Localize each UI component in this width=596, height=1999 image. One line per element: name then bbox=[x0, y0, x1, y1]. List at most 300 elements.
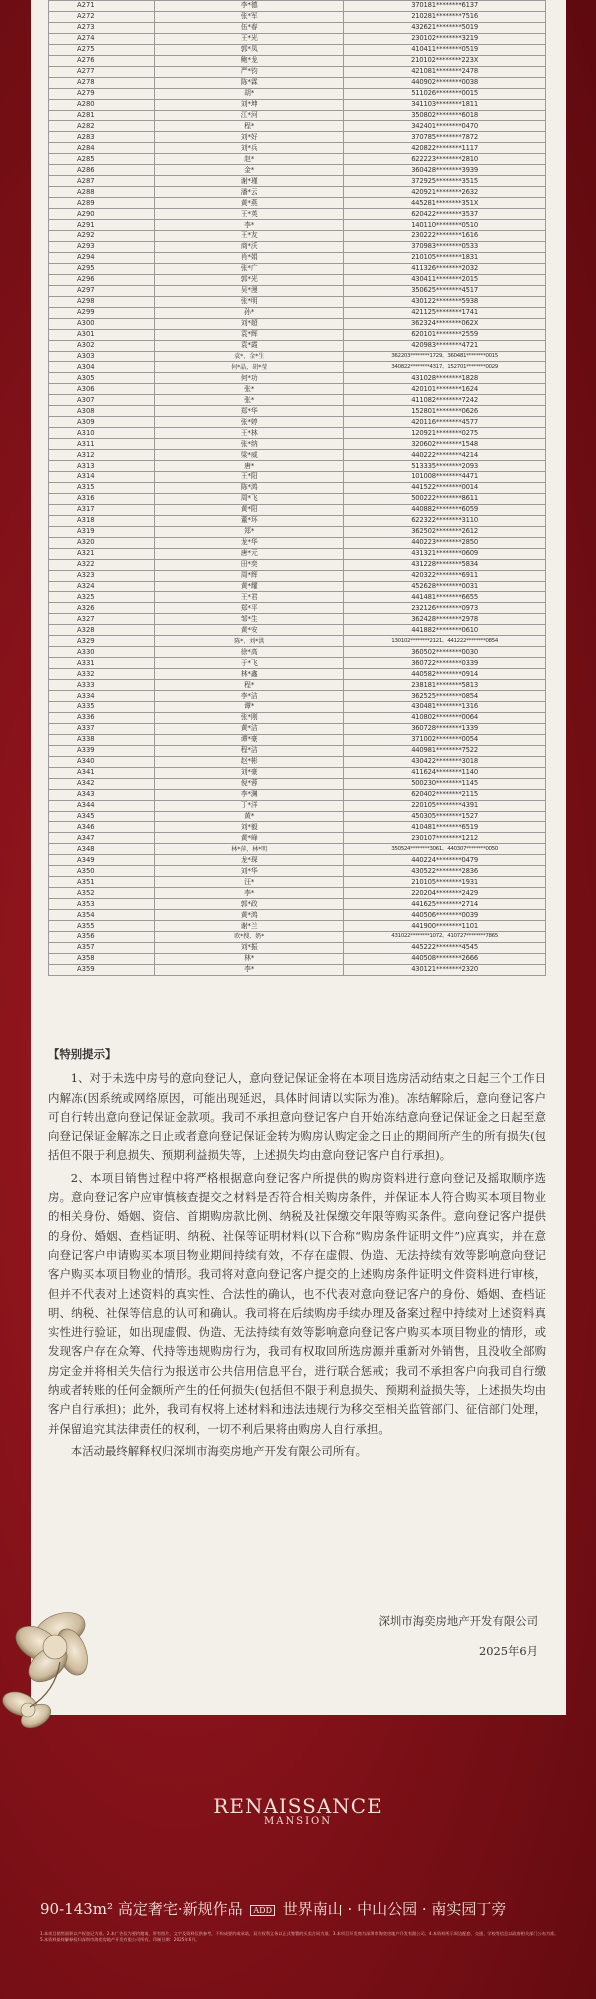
id-number-cell: 431028********1828 bbox=[344, 373, 546, 384]
notice-paragraph-1: 1、对于未选中房号的意向登记人，意向登记保证金将在本项目选房活动结束之日起三个工作日内解冻(因系统或网络原因，可能出现延迟，具体时间请以实际为准)。冻结解除后，意向登记客户可自行转出意向登记保证金款项。我司不承担意向登记客户自开始冻结意向登记保证金之日起至意向登记保证金解冻之日止或者意向登记保证金转为购房认购定金之日止的期间所产生的所有损失(包括但不限于利息损失、预期利益损失等，上述损失均由意向登记客户自行承担)。 bbox=[48, 1071, 546, 1163]
name-cell: 陈*、刘*洪 bbox=[155, 636, 344, 647]
id-number-cell: 371002********0054 bbox=[344, 734, 546, 745]
name-cell: 林*萍、林*明 bbox=[155, 844, 344, 855]
id-number-cell: 430522********2836 bbox=[344, 866, 546, 877]
table-row bbox=[49, 964, 546, 975]
row-number-cell: A351 bbox=[49, 877, 155, 888]
id-number-cell: 120921********0275 bbox=[344, 428, 546, 439]
id-number-cell: 440508********2666 bbox=[344, 953, 546, 964]
id-number-cell: 362324********062X bbox=[344, 318, 546, 329]
table-row bbox=[49, 110, 546, 121]
row-number-cell: A326 bbox=[49, 603, 155, 614]
table-row bbox=[49, 811, 546, 822]
id-number-cell: 360428********3939 bbox=[344, 165, 546, 176]
table-row bbox=[49, 274, 546, 285]
table-row bbox=[49, 121, 546, 132]
name-cell: 倪*蓉 bbox=[155, 778, 344, 789]
table-row bbox=[49, 745, 546, 756]
id-number-cell: 441900********1101 bbox=[344, 921, 546, 932]
table-row bbox=[49, 165, 546, 176]
row-number-cell: A275 bbox=[49, 44, 155, 55]
table-row bbox=[49, 493, 546, 504]
row-number-cell: A292 bbox=[49, 231, 155, 242]
id-number-cell: 362502********2612 bbox=[344, 526, 546, 537]
row-number-cell: A348 bbox=[49, 844, 155, 855]
row-number-cell: A310 bbox=[49, 428, 155, 439]
name-cell: 谭*豪 bbox=[155, 734, 344, 745]
id-number-cell: 440981********7522 bbox=[344, 745, 546, 756]
name-cell: 李*德 bbox=[155, 1, 344, 12]
name-cell: 商*沃 bbox=[155, 241, 344, 252]
name-cell: 龙*华 bbox=[155, 537, 344, 548]
id-number-cell: 370181********6137 bbox=[344, 1, 546, 12]
id-number-cell: 450305********1527 bbox=[344, 811, 546, 822]
name-cell: 张*刚 bbox=[155, 712, 344, 723]
row-number-cell: A315 bbox=[49, 482, 155, 493]
name-cell: 张* bbox=[155, 384, 344, 395]
name-cell: 刘*好 bbox=[155, 132, 344, 143]
name-cell: 周*辉 bbox=[155, 570, 344, 581]
row-number-cell: A323 bbox=[49, 570, 155, 581]
row-number-cell: A312 bbox=[49, 450, 155, 461]
name-cell: 何*晶、胡*莹 bbox=[155, 362, 344, 373]
table-row bbox=[49, 55, 546, 66]
row-number-cell: A320 bbox=[49, 537, 155, 548]
name-cell: 龙*琛 bbox=[155, 855, 344, 866]
row-number-cell: A331 bbox=[49, 658, 155, 669]
row-number-cell: A358 bbox=[49, 953, 155, 964]
issue-date: 2025年6月 bbox=[478, 1644, 538, 1658]
table-row bbox=[49, 702, 546, 713]
row-number-cell: A343 bbox=[49, 789, 155, 800]
name-cell: 张*广 bbox=[155, 263, 344, 274]
id-number-cell: 432621********5019 bbox=[344, 22, 546, 33]
name-cell: 林*鑫 bbox=[155, 669, 344, 680]
table-row bbox=[49, 417, 546, 428]
table-row bbox=[49, 658, 546, 669]
name-cell: 赵*彬 bbox=[155, 756, 344, 767]
slogan-text-2: 世界南山 · 中山公园 · 南实园丁旁 bbox=[282, 1900, 507, 1918]
row-number-cell: A328 bbox=[49, 625, 155, 636]
id-number-cell: 360722********0339 bbox=[344, 658, 546, 669]
table-row bbox=[49, 855, 546, 866]
special-notice bbox=[48, 1045, 546, 1464]
name-cell: 吴*漫 bbox=[155, 285, 344, 296]
table-row bbox=[49, 636, 546, 647]
id-number-cell: 511026********0015 bbox=[344, 88, 546, 99]
table-row bbox=[49, 241, 546, 252]
name-cell: 王*光 bbox=[155, 33, 344, 44]
name-cell: 王*友 bbox=[155, 231, 344, 242]
flower-decoration-icon bbox=[0, 1592, 110, 1742]
name-cell: 赵* bbox=[155, 154, 344, 165]
table-row bbox=[49, 767, 546, 778]
name-cell: 刘*华 bbox=[155, 866, 344, 877]
table-row bbox=[49, 99, 546, 110]
row-number-cell: A337 bbox=[49, 723, 155, 734]
id-number-cell: 350802********6018 bbox=[344, 110, 546, 121]
table-row bbox=[49, 11, 546, 22]
name-cell: 郑*华 bbox=[155, 406, 344, 417]
row-number-cell: A338 bbox=[49, 734, 155, 745]
table-row bbox=[49, 888, 546, 899]
row-number-cell: A295 bbox=[49, 263, 155, 274]
id-number-cell: 230107********1212 bbox=[344, 833, 546, 844]
table-row bbox=[49, 877, 546, 888]
id-number-cell: 445281********351X bbox=[344, 198, 546, 209]
table-row bbox=[49, 329, 546, 340]
name-cell: 李*洁 bbox=[155, 691, 344, 702]
id-number-cell: 350524********3061、440307********0050 bbox=[344, 844, 546, 855]
table-row bbox=[49, 680, 546, 691]
row-number-cell: A352 bbox=[49, 888, 155, 899]
brand-line-1: RENAISSANCE bbox=[213, 1794, 383, 1818]
row-number-cell: A308 bbox=[49, 406, 155, 417]
id-number-cell: 430122********5938 bbox=[344, 296, 546, 307]
table-row bbox=[49, 263, 546, 274]
name-cell: 郑* bbox=[155, 526, 344, 537]
id-number-cell: 420921********2632 bbox=[344, 187, 546, 198]
id-number-cell: 341103********1811 bbox=[344, 99, 546, 110]
name-cell: 黄*峰 bbox=[155, 833, 344, 844]
table-row bbox=[49, 66, 546, 77]
table-row bbox=[49, 953, 546, 964]
row-number-cell: A347 bbox=[49, 833, 155, 844]
name-cell: 刘*坤 bbox=[155, 99, 344, 110]
id-number-cell: 210105********1831 bbox=[344, 252, 546, 263]
name-cell: 刘*豪 bbox=[155, 767, 344, 778]
row-number-cell: A279 bbox=[49, 88, 155, 99]
row-number-cell: A341 bbox=[49, 767, 155, 778]
table-row bbox=[49, 789, 546, 800]
slogan-area: 90-143m² bbox=[40, 1900, 114, 1918]
id-number-cell: 440506********0039 bbox=[344, 910, 546, 921]
table-row bbox=[49, 88, 546, 99]
table-row bbox=[49, 800, 546, 811]
name-cell: 黄*洁 bbox=[155, 723, 344, 734]
table-row bbox=[49, 176, 546, 187]
row-number-cell: A345 bbox=[49, 811, 155, 822]
table-row bbox=[49, 22, 546, 33]
id-number-cell: 622322********3110 bbox=[344, 515, 546, 526]
id-number-cell: 431321********0609 bbox=[344, 548, 546, 559]
id-number-cell: 430481********1316 bbox=[344, 702, 546, 713]
id-number-cell: 430411********2015 bbox=[344, 274, 546, 285]
row-number-cell: A291 bbox=[49, 220, 155, 231]
row-number-cell: A290 bbox=[49, 209, 155, 220]
table-row bbox=[49, 198, 546, 209]
id-number-cell: 440222********4214 bbox=[344, 450, 546, 461]
id-number-cell: 430121********2320 bbox=[344, 964, 546, 975]
table-row bbox=[49, 756, 546, 767]
id-number-cell: 101008********4471 bbox=[344, 471, 546, 482]
slogan-bar bbox=[40, 1898, 580, 1919]
row-number-cell: A359 bbox=[49, 964, 155, 975]
name-cell: 欧*搜、奶* bbox=[155, 932, 344, 943]
row-number-cell: A277 bbox=[49, 66, 155, 77]
name-cell: 丁*洋 bbox=[155, 800, 344, 811]
table-row bbox=[49, 362, 546, 373]
id-number-cell: 620422********3537 bbox=[344, 209, 546, 220]
id-number-cell: 360728********1339 bbox=[344, 723, 546, 734]
id-number-cell: 320602********1548 bbox=[344, 439, 546, 450]
notice-paragraph-2: 2、本项目销售过程中将严格根据意向登记客户所提供的购房资料进行意向登记及摇取顺序选房。意向登记客户应审慎核查提交之材料是否符合相关购房条件，并保证本人符合购买本项目物业的相关身份、婚姻、资信、首期购房款比例、纳税及社保缴交年限等购买条件。意向登记客户提供的身份、婚姻、查档证明、纳税、社保等证明材料(以下合称“购房条件证明文件”)应真实，并在意向登记客户申请购买本项目物业期间持续有效，不存在虚假、伪造、无法持续有效等影响意向登记客户购买本项目物业的情形。我司将对意向登记客户提交的上述购房条件证明文件资料进行审核，但并不代表对上述资料的真实性、合法性的确认，也不代表对意向登记客户的身份、婚姻、查档证明、纳税、社保等信息的认可和确认。我司将在后续购房手续办理及备案过程中持续对上述资料真实性进行验证，如出现虚假、伪造、无法持续有效等影响意向登记客户购买本项目物业的情形，或发现客户存在众筹、代持等违规购房行为，我司有权取回所选房源并重新对外销售，且没收全部购房定金并将相关失信行为报送市公共信用信息平台，进行联合惩戒；我司不承担客户向我司自行缴纳或者转账的任何金额所产生的任何损失(包括但不限于利息损失、预期利益损失等，上述损失均由客户自行承担)；此外，我司有权将上述材料和违法违规行为移交至相关监管部门、征信部门处理，并保留追究其法律责任的权利，一切不利后果将由购房人自行承担。 bbox=[48, 1170, 546, 1436]
row-number-cell: A276 bbox=[49, 55, 155, 66]
name-cell: 何*功 bbox=[155, 373, 344, 384]
row-number-cell: A284 bbox=[49, 143, 155, 154]
row-number-cell: A303 bbox=[49, 351, 155, 362]
id-number-cell: 445222********4545 bbox=[344, 942, 546, 953]
table-row bbox=[49, 537, 546, 548]
row-number-cell: A283 bbox=[49, 132, 155, 143]
table-row bbox=[49, 482, 546, 493]
name-cell: 郑*平 bbox=[155, 603, 344, 614]
row-number-cell: A356 bbox=[49, 932, 155, 943]
row-number-cell: A336 bbox=[49, 712, 155, 723]
name-cell: 伍*春 bbox=[155, 22, 344, 33]
name-cell: 董*环 bbox=[155, 515, 344, 526]
id-number-cell: 411082********7242 bbox=[344, 395, 546, 406]
row-number-cell: A334 bbox=[49, 691, 155, 702]
name-cell: 汪* bbox=[155, 877, 344, 888]
id-number-cell: 220204********2429 bbox=[344, 888, 546, 899]
name-cell: 王*林 bbox=[155, 428, 344, 439]
name-cell: 李* bbox=[155, 964, 344, 975]
id-number-cell: 340822********4317、152701********0029 bbox=[344, 362, 546, 373]
row-number-cell: A340 bbox=[49, 756, 155, 767]
id-number-cell: 440582********0914 bbox=[344, 669, 546, 680]
row-number-cell: A317 bbox=[49, 504, 155, 515]
row-number-cell: A272 bbox=[49, 11, 155, 22]
name-cell: 郭*政 bbox=[155, 899, 344, 910]
name-cell: 张*婷 bbox=[155, 417, 344, 428]
id-number-cell: 140110********0510 bbox=[344, 220, 546, 231]
table-row bbox=[49, 691, 546, 702]
id-number-cell: 230222********1616 bbox=[344, 231, 546, 242]
table-row bbox=[49, 154, 546, 165]
table-row bbox=[49, 296, 546, 307]
table-row bbox=[49, 220, 546, 231]
name-cell: 刘*毅 bbox=[155, 822, 344, 833]
table-row bbox=[49, 351, 546, 362]
name-cell: 李*渊 bbox=[155, 789, 344, 800]
id-number-cell: 420101********1624 bbox=[344, 384, 546, 395]
table-row bbox=[49, 526, 546, 537]
name-cell: 黄*安 bbox=[155, 625, 344, 636]
table-row bbox=[49, 318, 546, 329]
table-row bbox=[49, 778, 546, 789]
name-cell: 张*纳 bbox=[155, 439, 344, 450]
table-row bbox=[49, 285, 546, 296]
name-cell: 袁*、金*生 bbox=[155, 351, 344, 362]
name-cell: 胡* bbox=[155, 88, 344, 99]
table-row bbox=[49, 340, 546, 351]
row-number-cell: A349 bbox=[49, 855, 155, 866]
slogan-text-1: 高定奢宅·新规作品 bbox=[117, 1900, 243, 1918]
row-number-cell: A350 bbox=[49, 866, 155, 877]
table-row bbox=[49, 252, 546, 263]
name-cell: 黄*鸿 bbox=[155, 910, 344, 921]
name-cell: 郭*凤 bbox=[155, 44, 344, 55]
row-number-cell: A313 bbox=[49, 461, 155, 472]
table-row bbox=[49, 132, 546, 143]
row-number-cell: A332 bbox=[49, 669, 155, 680]
id-number-cell: 441625********2714 bbox=[344, 899, 546, 910]
id-number-cell: 620402********2115 bbox=[344, 789, 546, 800]
name-cell: 黄*燕 bbox=[155, 198, 344, 209]
row-number-cell: A280 bbox=[49, 99, 155, 110]
id-number-cell: 210102********223X bbox=[344, 55, 546, 66]
row-number-cell: A339 bbox=[49, 745, 155, 756]
id-number-cell: 431022********1072、410727********7865 bbox=[344, 932, 546, 943]
id-number-cell: 420116********4577 bbox=[344, 417, 546, 428]
row-number-cell: A297 bbox=[49, 285, 155, 296]
row-number-cell: A300 bbox=[49, 318, 155, 329]
table-row bbox=[49, 209, 546, 220]
table-row bbox=[49, 647, 546, 658]
row-number-cell: A274 bbox=[49, 33, 155, 44]
row-number-cell: A346 bbox=[49, 822, 155, 833]
name-cell: 陈*鸿 bbox=[155, 482, 344, 493]
name-cell: 潘*云 bbox=[155, 187, 344, 198]
table-row bbox=[49, 559, 546, 570]
id-number-cell: 500230********1145 bbox=[344, 778, 546, 789]
table-row bbox=[49, 866, 546, 877]
row-number-cell: A333 bbox=[49, 680, 155, 691]
brand-line-2: MANSION bbox=[264, 1816, 332, 1827]
table-row bbox=[49, 450, 546, 461]
id-number-cell: 220105********4391 bbox=[344, 800, 546, 811]
row-number-cell: A273 bbox=[49, 22, 155, 33]
name-cell: 周*飞 bbox=[155, 493, 344, 504]
id-number-cell: 620101********2559 bbox=[344, 329, 546, 340]
table-row bbox=[49, 910, 546, 921]
name-cell: 江*河 bbox=[155, 110, 344, 121]
name-cell: 袁*霞 bbox=[155, 340, 344, 351]
table-row bbox=[49, 822, 546, 833]
row-number-cell: A325 bbox=[49, 592, 155, 603]
notice-paragraph-3: 本活动最终解释权归深圳市海奕房地产开发有限公司所有。 bbox=[70, 1443, 367, 1458]
row-number-cell: A322 bbox=[49, 559, 155, 570]
name-cell: 张* bbox=[155, 395, 344, 406]
row-number-cell: A335 bbox=[49, 702, 155, 713]
table-row bbox=[49, 581, 546, 592]
row-number-cell: A302 bbox=[49, 340, 155, 351]
name-cell: 邹*生 bbox=[155, 614, 344, 625]
name-cell: 李* bbox=[155, 888, 344, 899]
id-number-cell: 430422********3018 bbox=[344, 756, 546, 767]
id-number-cell: 370785********7872 bbox=[344, 132, 546, 143]
row-number-cell: A327 bbox=[49, 614, 155, 625]
table-row bbox=[49, 33, 546, 44]
table-row bbox=[49, 373, 546, 384]
name-cell: 刘*振 bbox=[155, 942, 344, 953]
row-number-cell: A288 bbox=[49, 187, 155, 198]
row-number-cell: A294 bbox=[49, 252, 155, 263]
id-number-cell: 440223********2850 bbox=[344, 537, 546, 548]
row-number-cell: A304 bbox=[49, 362, 155, 373]
table-row bbox=[49, 570, 546, 581]
id-number-cell: 622223********2810 bbox=[344, 154, 546, 165]
id-number-cell: 440224********0479 bbox=[344, 855, 546, 866]
table-row bbox=[49, 614, 546, 625]
id-number-cell: 421081********2478 bbox=[344, 66, 546, 77]
row-number-cell: A324 bbox=[49, 581, 155, 592]
fine-print: 1.本项目销售面积以产权登记为准。2.本广告仅为要约邀请，所有图片、文字及资料仅供参考，不构成要约或承诺，双方权利义务以正式签署的买卖合同为准。3.本项目开发商为深圳市海奕房地产开发有限公司。4.本资料所示周边配套、交通、学校等信息以政府相关部门公布为准。5.本资料最终解释权归深圳市海奕房地产开发有限公司所有。印制日期：2025年6月。 bbox=[40, 1931, 559, 1942]
row-number-cell: A286 bbox=[49, 165, 155, 176]
row-number-cell: A282 bbox=[49, 121, 155, 132]
table-row bbox=[49, 395, 546, 406]
row-number-cell: A285 bbox=[49, 154, 155, 165]
id-number-cell: 372925********3515 bbox=[344, 176, 546, 187]
name-cell: 程*洁 bbox=[155, 745, 344, 756]
id-number-cell: 362525********0854 bbox=[344, 691, 546, 702]
id-number-cell: 500222********8611 bbox=[344, 493, 546, 504]
name-cell: 谢*瑾 bbox=[155, 176, 344, 187]
row-number-cell: A271 bbox=[49, 1, 155, 12]
id-number-cell: 238181********5813 bbox=[344, 680, 546, 691]
table-row bbox=[49, 669, 546, 680]
table-row bbox=[49, 428, 546, 439]
id-number-cell: 441882********0610 bbox=[344, 625, 546, 636]
table-row bbox=[49, 592, 546, 603]
signature-block bbox=[379, 1606, 538, 1666]
id-number-cell: 452628********0031 bbox=[344, 581, 546, 592]
id-number-cell: 350625********4517 bbox=[344, 285, 546, 296]
table-row bbox=[49, 625, 546, 636]
id-number-cell: 440882********6059 bbox=[344, 504, 546, 515]
id-number-cell: 411326********2032 bbox=[344, 263, 546, 274]
name-cell: 金* bbox=[155, 165, 344, 176]
name-cell: 肖*娟 bbox=[155, 252, 344, 263]
row-number-cell: A301 bbox=[49, 329, 155, 340]
table-row bbox=[49, 439, 546, 450]
row-number-cell: A293 bbox=[49, 241, 155, 252]
row-number-cell: A318 bbox=[49, 515, 155, 526]
table-row bbox=[49, 187, 546, 198]
row-number-cell: A309 bbox=[49, 417, 155, 428]
row-number-cell: A355 bbox=[49, 921, 155, 932]
table-row bbox=[49, 77, 546, 88]
name-cell: 郭*光 bbox=[155, 274, 344, 285]
row-number-cell: A354 bbox=[49, 910, 155, 921]
table-row bbox=[49, 712, 546, 723]
name-cell: 孙* bbox=[155, 307, 344, 318]
name-cell: 田*奕 bbox=[155, 559, 344, 570]
table-row bbox=[49, 734, 546, 745]
id-number-cell: 232126********0973 bbox=[344, 603, 546, 614]
name-cell: 王*英 bbox=[155, 209, 344, 220]
name-cell: 袁*辉 bbox=[155, 329, 344, 340]
id-number-cell: 410411********0519 bbox=[344, 44, 546, 55]
row-number-cell: A330 bbox=[49, 647, 155, 658]
name-cell: 王*阳 bbox=[155, 471, 344, 482]
name-cell: 梁*威 bbox=[155, 450, 344, 461]
table-row bbox=[49, 723, 546, 734]
name-cell: 林* bbox=[155, 953, 344, 964]
row-number-cell: A329 bbox=[49, 636, 155, 647]
table-row bbox=[49, 231, 546, 242]
company-name: 深圳市海奕房地产开发有限公司 bbox=[378, 1614, 538, 1628]
name-cell: 张*军 bbox=[155, 11, 344, 22]
table-row bbox=[49, 471, 546, 482]
table-row bbox=[49, 921, 546, 932]
id-number-cell: 513335********2093 bbox=[344, 461, 546, 472]
row-number-cell: A287 bbox=[49, 176, 155, 187]
table-row bbox=[49, 844, 546, 855]
name-cell: 于*飞 bbox=[155, 658, 344, 669]
table-row bbox=[49, 461, 546, 472]
